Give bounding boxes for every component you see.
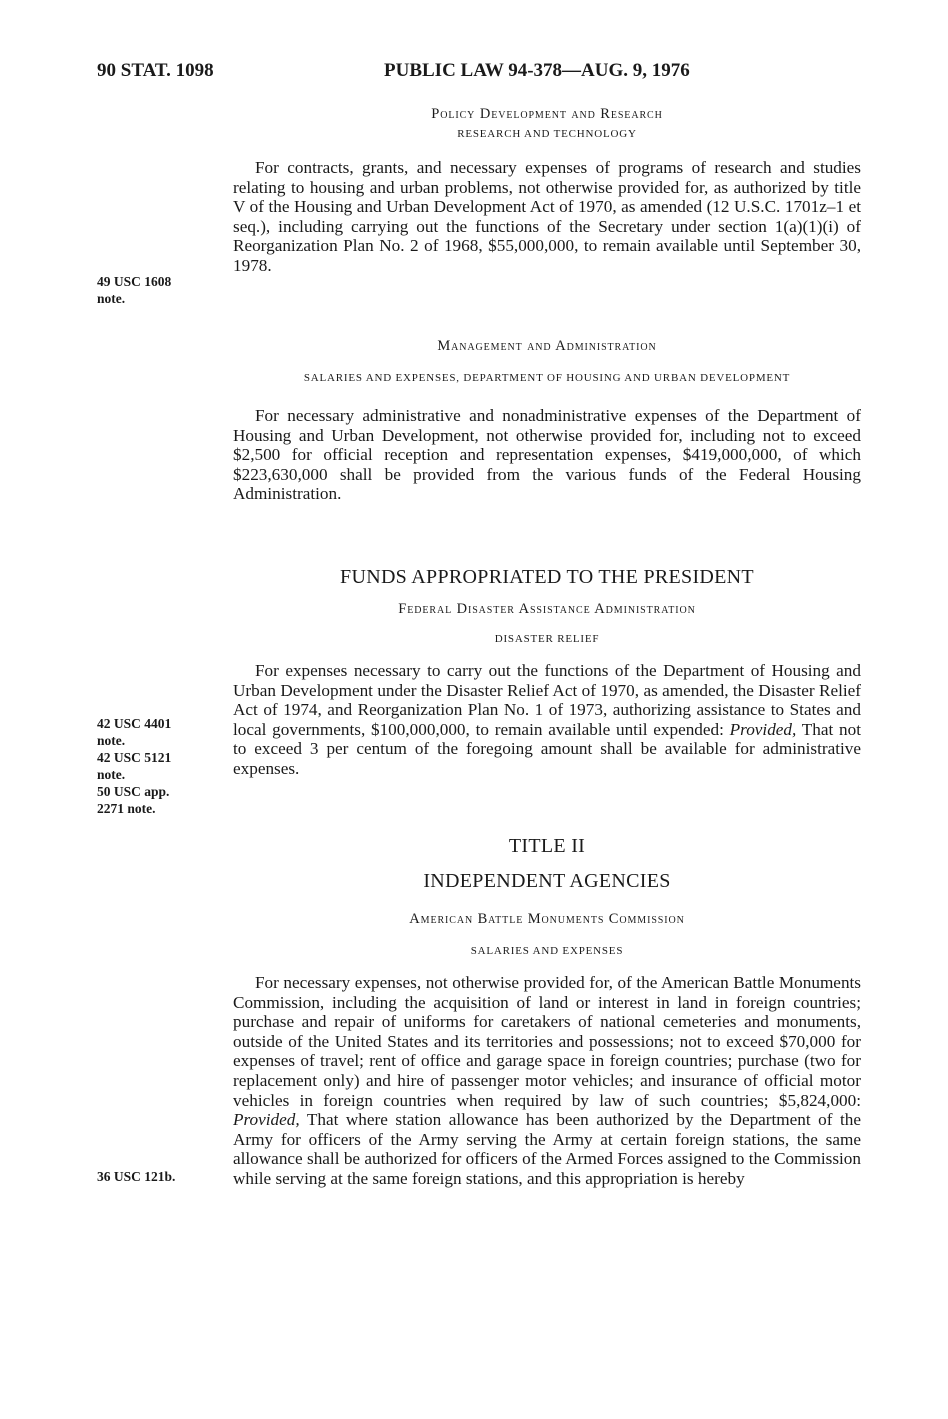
research-subheading: RESEARCH AND TECHNOLOGY [457,128,637,140]
abmc-paragraph: For necessary expenses, not otherwise provided for, of the American Battle Monuments Commission, including the acquisition of land or interest in land in foreign countries; purchase and repair of uniforms for caretakers of national cemeteries and monuments, outside of the United States and its territories and possessions; not to exceed $70,000 for expenses of travel; rent of office and garage space in foreign countries; purchase (two for replacement only) and hire of passenger motor vehicles; and insurance of official motor vehicles in foreign countries when required by law of such countries; $5,824,000: Provided, That where station allowance has been authorized by the Department of the Army for officers of the Army serving the Army at certain foreign stations, the same allowance shall be authorized for officers of the Armed Forces assigned to the Commission while serving at the same foreign stations, and this appropriation is hereby [233,973,861,1188]
disaster-subheading: DISASTER RELIEF [494,633,600,645]
management-heading: Management and Administration [437,338,657,354]
salaries-paragraph: For necessary administrative and nonadministrative expenses of the Department of Housing and Urban Development, not otherwise provided for, including not to exceed $2,500 for official reception and representation expenses, $419,000,000, of which $223,630,000 shall be provided from the various funds of the Federal Housing Administration. [233,406,861,504]
policy-heading: Policy Development and Research [431,106,663,122]
research-paragraph: For contracts, grants, and necessary expenses of programs of research and studies relating to housing and urban problems, not otherwise provided for, as authorized by title V of the Housing and Urban Development Act of 1970, as amended (12 U.S.C. 1701z–1 et seq.), including carrying out the functions of the Secretary under section 1(a)(1)(i) of Reorganization Plan No. 2 of 1968, $55,000,000, to remain available until September 30, 1978. [233,158,861,275]
funds-section [233,566,861,779]
margin-note-disaster: 42 USC 4401 note. 42 USC 5121 note. 50 USC app. 2271 note. [97,716,172,816]
margin-note-36usc121b: 36 USC 121b. [97,1169,176,1184]
statute-page-number: 90 STAT. 1098 [97,60,214,81]
abmc-heading: American Battle Monuments Commission [409,911,685,927]
fdaa-heading: Federal Disaster Assistance Administration [398,601,696,617]
independent-agencies-heading: INDEPENDENT AGENCIES [423,870,671,892]
salaries-subheading: SALARIES AND EXPENSES, DEPARTMENT OF HOUSING AND URBAN DEVELOPMENT [303,372,791,384]
funds-heading: FUNDS APPROPRIATED TO THE PRESIDENT [340,566,754,588]
margin-note-49usc1608: 49 USC 1608 note. [97,274,172,306]
disaster-paragraph: For expenses necessary to carry out the functions of the Department of Housing and Urban Development under the Disaster Relief Act of 1970, as amended, the Disaster Relief Act of 1974, and Reorganization Plan No. 1 of 1973, authorizing assistance to States and local governments, $100,000,000, to remain available until expended: Provided, That not to exceed 3 per centum of the foregoing amount shall be available for administrative expenses. [233,661,861,778]
title-ii-section [233,835,861,1189]
policy-section [233,106,861,276]
abmc-subheading: SALARIES AND EXPENSES [470,945,624,957]
public-law-header: PUBLIC LAW 94-378—AUG. 9, 1976 [384,60,690,81]
title-ii-heading: TITLE II [508,835,586,857]
management-section [233,338,861,504]
